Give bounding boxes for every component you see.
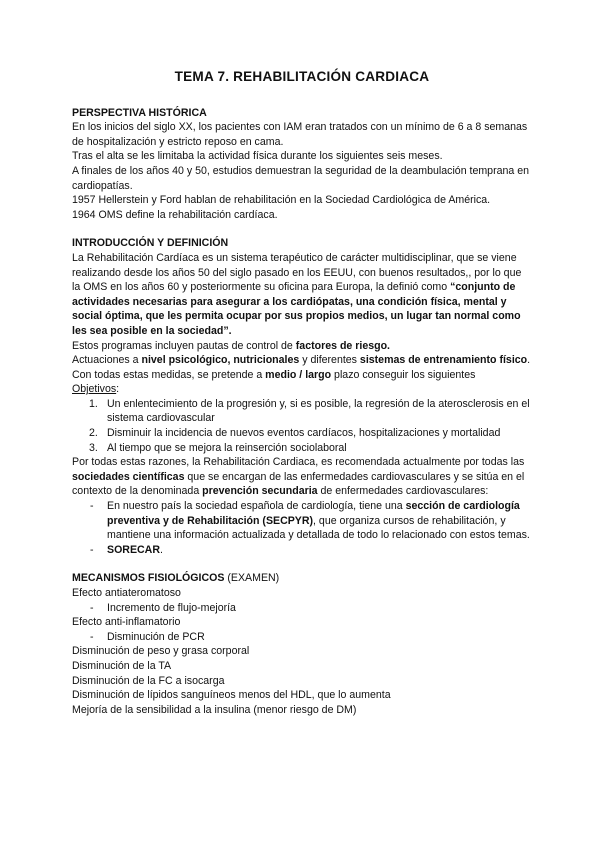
mecanismo-sublist (72, 601, 532, 616)
list-item-text: Un enlentecimiento de la progresión y, si es posible, la regresión de la aterosclerosis en el sistema cardiovascular (107, 397, 530, 425)
objetivos-list (72, 397, 532, 455)
document-page (72, 70, 532, 717)
objetivos-label: Objetivos (72, 383, 117, 396)
mecanismos-heading-extra: (EXAMEN) (224, 572, 280, 585)
dash-marker: - (90, 601, 94, 614)
list-item (72, 630, 532, 645)
list-item-number: 3. (89, 441, 98, 454)
dash-marker: - (90, 500, 94, 513)
intro-definition-quote: “conjunto de actividades necesarias para asegurar a los cardiópatas, una condición física, mental y social óptima, que les permita ocupar por sus propios medios, un lugar tan normal como les sea posible en la sociedad”. (72, 281, 521, 337)
societies-bold-d: prevención secundaria (202, 485, 318, 498)
list-item-text: Disminución de PCR (107, 630, 205, 643)
mecanismo-item: Disminución de la TA (72, 659, 172, 672)
historia-line-3: A finales de los años 40 y 50, estudios demuestran la seguridad de la deambulación temprana en cardiopatías. (72, 164, 530, 192)
societies-text-e: de enfermedades cardiovasculares: (317, 485, 489, 498)
intro-definition-text: La Rehabilitación Cardíaca es un sistema terapéutico de carácter multidisciplinar, que se viene realizando desde los años 50 del siglo pasado en los EEUU, con buenos resultados,, por lo que la OMS en los años 60 y posteriormente su oficina para Europa, la definió como (72, 251, 522, 294)
intro-risk-bold: factores de riesgo. (295, 339, 390, 352)
intro-paragraph-societies (72, 455, 532, 499)
list-item-text: Disminuir la incidencia de nuevos eventos cardíacos, hospitalizaciones y mortalidad (107, 427, 501, 440)
list-item (72, 441, 532, 456)
intro-actions-bold-b: nivel psicológico, nutricionales (141, 354, 300, 367)
list-item (72, 499, 532, 543)
mecanismo-item: Disminución de lípidos sanguíneos menos del HDL, que lo aumenta (72, 689, 391, 702)
dash2-bold: SORECAR (107, 543, 160, 556)
societies-bold-b: sociedades científicas (72, 470, 185, 483)
list-item-text: Al tiempo que se mejora la reinserción sociolaboral (107, 441, 347, 454)
mecanismo-item: Efecto anti-inflamatorio (72, 616, 181, 629)
section-heading-mecanismos (72, 571, 532, 586)
dash1-bold: sección de cardiología preventiva y de Rehabilitación (SECPYR) (107, 500, 520, 527)
section-heading-intro: INTRODUCCIÓN Y DEFINICIÓN (72, 237, 229, 250)
dash-marker: - (90, 630, 94, 643)
dash1-text-c: , que organiza cursos de rehabilitación, y mantiene una información actualizada y detallada de todo lo relacionado con estos temas. (107, 514, 530, 542)
list-item-text: Incremento de flujo-mejoría (107, 601, 236, 614)
intro-goals-bold: medio / largo (265, 368, 332, 381)
historia-line-2: Tras el alta se les limitaba la actividad física durante los siguientes seis meses. (72, 150, 443, 163)
mecanismo-item: Efecto antiateromatoso (72, 587, 181, 599)
objetivos-label-line (72, 382, 532, 397)
dash-marker: - (90, 543, 94, 556)
list-item-number: 1. (89, 397, 98, 410)
intro-paragraph-risk (72, 339, 532, 354)
intro-actions-text-a: Actuaciones a (72, 354, 142, 367)
intro-paragraph-actions (72, 353, 532, 368)
intro-paragraph-definition (72, 251, 532, 339)
intro-actions-bold-d: sistemas de entrenamiento físico (359, 354, 528, 367)
historia-line-4: 1957 Hellerstein y Ford hablan de rehabilitación en la Sociedad Cardiológica de América. (72, 194, 491, 207)
intro-paragraph-goals (72, 368, 532, 383)
societies-text-c: que se encargan de las enfermedades cardiovasculares y se sitúa en el contexto de la denominada (72, 470, 525, 498)
dash2-end: . (159, 543, 163, 556)
document-title: TEMA 7. REHABILITACIÓN CARDIACA (174, 69, 430, 84)
section-heading-historia: PERSPECTIVA HISTÓRICA (72, 106, 207, 119)
dash1-text-a: En nuestro país la sociedad española de cardiología, tiene una (107, 500, 406, 513)
objetivos-colon: : (116, 383, 120, 396)
intro-goals-text-c: plazo conseguir los siguientes (331, 368, 476, 381)
mecanismo-item: Disminución de peso y grasa corporal (72, 645, 250, 658)
societies-text-a: Por todas estas razones, la Rehabilitación Cardiaca, es recomendada actualmente por todas las (72, 456, 525, 469)
list-item-number: 2. (89, 427, 98, 440)
historia-line-1: En los inicios del siglo XX, los pacientes con IAM eran tratados con un mínimo de 6 a 8 semanas de hospitalización y estricto reposo en cama. (72, 121, 528, 148)
intro-goals-text-a: Con todas estas medidas, se pretende a (72, 368, 266, 381)
intro-risk-text: Estos programas incluyen pautas de control de (72, 339, 296, 352)
list-item (72, 397, 532, 426)
list-item (72, 543, 532, 558)
list-item (72, 426, 532, 441)
mecanismos-heading-bold: MECANISMOS FISIOLÓGICOS (72, 572, 225, 585)
mecanismo-sublist (72, 630, 532, 645)
intro-actions-text-c: y diferentes (299, 354, 360, 367)
mecanismo-item: Disminución de la FC a isocarga (72, 674, 225, 687)
societies-list (72, 499, 532, 557)
intro-actions-text-e: . (527, 354, 531, 367)
mecanismo-item: Mejoría de la sensibilidad a la insulina (menor riesgo de DM) (72, 703, 357, 716)
historia-line-5: 1964 OMS define la rehabilitación cardíaca. (72, 208, 278, 221)
list-item (72, 601, 532, 616)
